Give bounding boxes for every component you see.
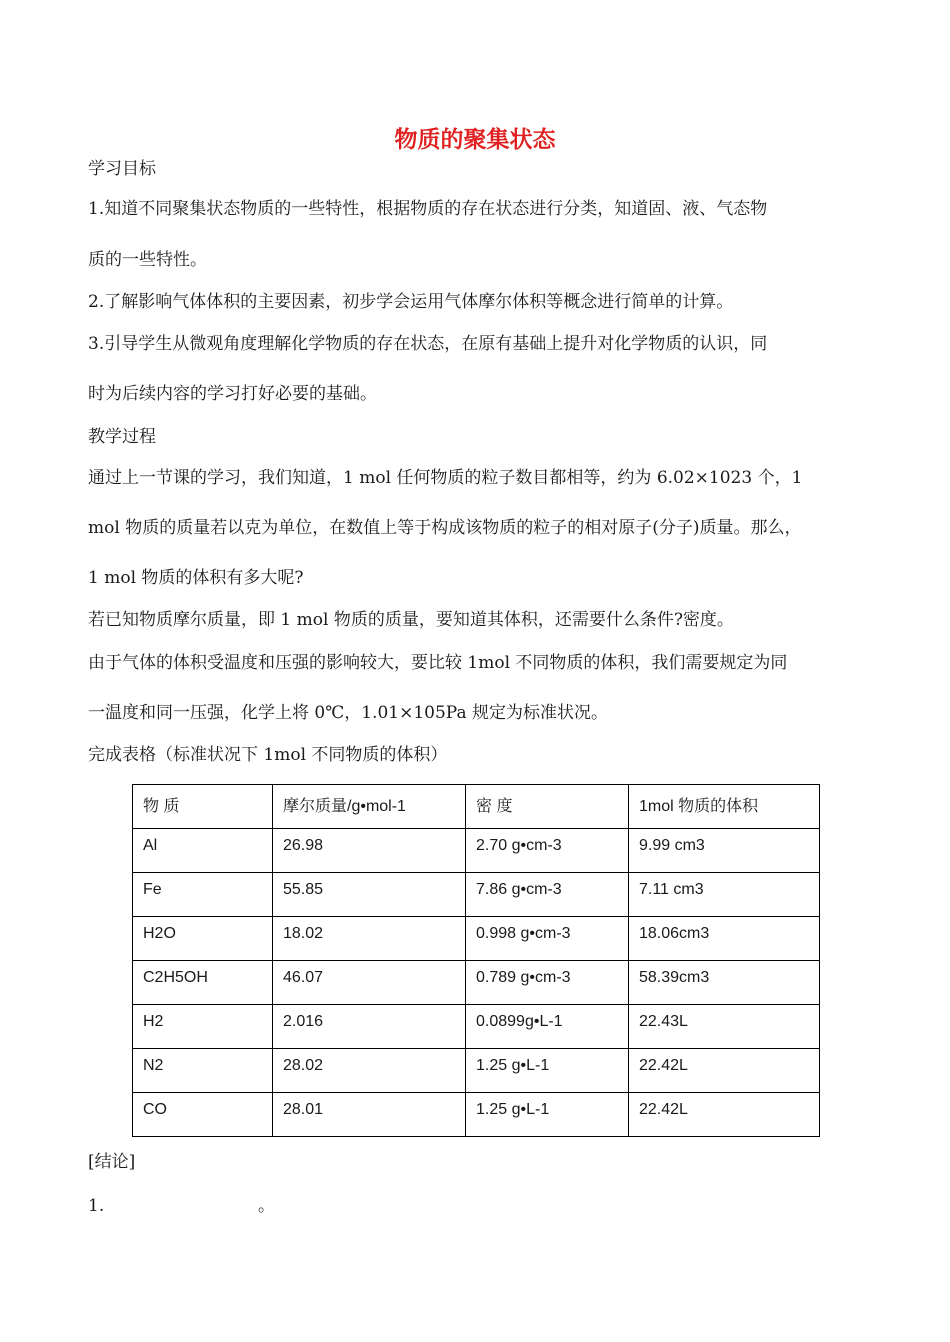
table-row — [133, 1049, 820, 1093]
table-cell: 7.86 g•cm-3 — [466, 873, 629, 917]
table-cell: 2.016 — [273, 1005, 466, 1049]
table-header-cell: 1mol 物质的体积 — [629, 785, 820, 829]
table-cell: H2O — [133, 917, 273, 961]
table-cell: 1.25 g•L-1 — [466, 1093, 629, 1137]
table-cell: 22.42L — [629, 1093, 820, 1137]
table-row — [133, 917, 820, 961]
paragraph-line: 完成表格（标准状况下 1mol 不同物质的体积） — [88, 745, 448, 765]
table-cell: 0.789 g•cm-3 — [466, 961, 629, 1005]
paragraph-line: 通过上一节课的学习，我们知道，1 mol 任何物质的粒子数目都相等，约为 6.02×1023 个，1 — [88, 468, 803, 488]
table-cell: 0.0899g•L-1 — [466, 1005, 629, 1049]
table-cell: C2H5OH — [133, 961, 273, 1005]
objective-line: 2.了解影响气体体积的主要因素，初步学会运用气体摩尔体积等概念进行简单的计算。 — [88, 292, 734, 312]
volume-table — [132, 784, 820, 1137]
table-header-cell: 物 质 — [133, 785, 273, 829]
paragraph-line: 1 mol 物质的体积有多大呢? — [88, 568, 304, 588]
table-row — [133, 961, 820, 1005]
table-cell: 9.99 cm3 — [629, 829, 820, 873]
table-header-cell: 摩尔质量/g•mol-1 — [273, 785, 466, 829]
table-cell: H2 — [133, 1005, 273, 1049]
table-cell: CO — [133, 1093, 273, 1137]
table-cell: 18.06cm3 — [629, 917, 820, 961]
table-cell: 28.01 — [273, 1093, 466, 1137]
table-row — [133, 873, 820, 917]
table-cell: 22.42L — [629, 1049, 820, 1093]
table-row — [133, 1005, 820, 1049]
table-cell: 7.11 cm3 — [629, 873, 820, 917]
table-cell: 28.02 — [273, 1049, 466, 1093]
table-cell: 55.85 — [273, 873, 466, 917]
conclusion-item-number: 1. — [88, 1196, 105, 1216]
page-title: 物质的聚集状态 — [394, 127, 556, 153]
table-header-cell: 密 度 — [466, 785, 629, 829]
table-cell: 58.39cm3 — [629, 961, 820, 1005]
table-cell: Fe — [133, 873, 273, 917]
table-cell: 46.07 — [273, 961, 466, 1005]
table-header-row — [133, 785, 820, 829]
table-cell: Al — [133, 829, 273, 873]
objectives-heading: 学习目标 — [88, 159, 156, 179]
paragraph-line: mol 物质的质量若以克为单位，在数值上等于构成该物质的粒子的相对原子(分子)质量。那么， — [88, 518, 802, 538]
table-cell: N2 — [133, 1049, 273, 1093]
table-cell: 18.02 — [273, 917, 466, 961]
objective-line: 质的一些特性。 — [88, 250, 207, 270]
paragraph-line: 一温度和同一压强，化学上将 0℃，1.01×105Pa 规定为标准状况。 — [88, 703, 608, 723]
table-cell: 26.98 — [273, 829, 466, 873]
table-row — [133, 829, 820, 873]
process-heading: 教学过程 — [88, 427, 156, 447]
table-cell: 2.70 g•cm-3 — [466, 829, 629, 873]
paragraph-line: 若已知物质摩尔质量，即 1 mol 物质的质量，要知道其体积，还需要什么条件?密度。 — [88, 610, 734, 630]
objective-line: 1.知道不同聚集状态物质的一些特性，根据物质的存在状态进行分类，知道固、液、气态物 — [88, 199, 768, 219]
table-cell: 22.43L — [629, 1005, 820, 1049]
paragraph-line: 由于气体的体积受温度和压强的影响较大，要比较 1mol 不同物质的体积，我们需要规定为同 — [88, 653, 788, 673]
table-cell: 0.998 g•cm-3 — [466, 917, 629, 961]
conclusion-blank-end: 。 — [258, 1196, 275, 1216]
table-row — [133, 1093, 820, 1137]
objective-line: 3.引导学生从微观角度理解化学物质的存在状态，在原有基础上提升对化学物质的认识，同 — [88, 334, 768, 354]
objective-line: 时为后续内容的学习打好必要的基础。 — [88, 384, 377, 404]
table-cell: 1.25 g•L-1 — [466, 1049, 629, 1093]
conclusion-heading: [结论] — [88, 1152, 136, 1172]
